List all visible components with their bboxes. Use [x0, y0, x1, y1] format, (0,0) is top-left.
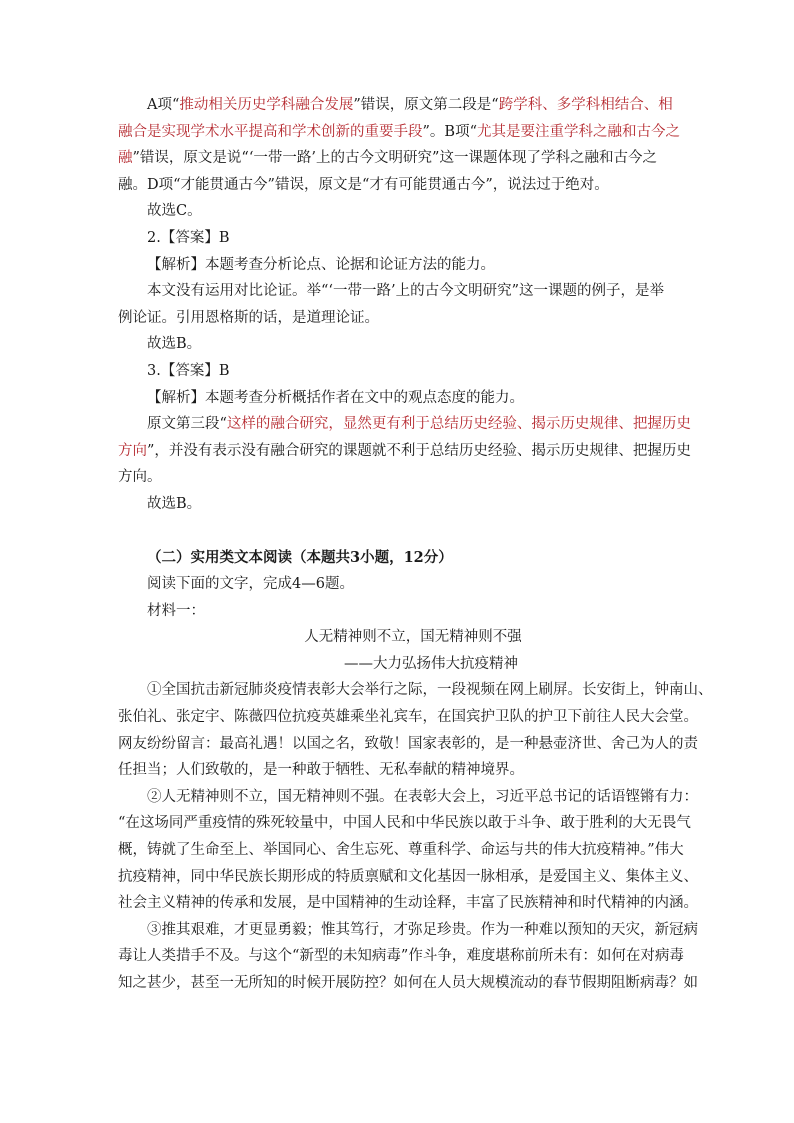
q3-line-3: 方向。: [118, 469, 162, 486]
para3-line-2: 毒让人类措手不及。与这个“新型的未知病毒”作斗争，难度堪称前所未有：如何在对病毒: [118, 948, 684, 965]
text: 原文第三段“: [147, 416, 227, 433]
material-label: 材料一：: [147, 602, 205, 619]
quote-red: 方向: [118, 442, 147, 459]
text: ”，并没有表示没有融合研究的课题就不利于总结历史经验、揭示历史规律、把握历史: [147, 442, 691, 459]
text: ”错误，原文第二段是“: [353, 97, 499, 113]
para3-line-1: ③推其艰难，才更显勇毅；惟其笃行，才弥足珍贵。作为一种难以预知的天灾，新冠病: [147, 921, 698, 938]
q1-line-3: [118, 145, 678, 172]
q3-answer: 3.【答案】B: [147, 362, 230, 379]
text: ”。B项“: [422, 123, 477, 140]
q1-line-1: [118, 92, 678, 119]
article-title: 人无精神则不立，国无精神则不强: [304, 629, 522, 646]
para2-line-5: 社会主义精神的传承和发展，是中国精神的生动诠释，丰富了民族精神和时代精神的内涵。: [118, 895, 698, 912]
para1-line-2: 张伯礼、张定宇、陈薇四位抗疫英雄乘坐礼宾车，在国宾护卫队的护卫下前往人民大会堂。: [118, 709, 698, 726]
q3-analysis: [118, 385, 678, 412]
section-instruction: 阅读下面的文字，完成4—6题。: [147, 576, 354, 593]
quote-red: 跨学科、多学科相结合、相: [498, 97, 673, 113]
q1-line-2: [118, 119, 678, 146]
analysis-label: 【解析】: [147, 256, 205, 273]
para2-line-1: ②人无精神则不立，国无精神则不强。在表彰大会上，习近平总书记的话语铿锵有力：: [147, 788, 698, 805]
quote-red: 尤其是要注重学科之融和古今之: [476, 123, 680, 140]
q2-conclusion: 故选B。: [147, 336, 202, 353]
analysis-text: 本题考查分析论点、论据和论证方法的能力。: [205, 256, 495, 273]
quote-red: 融合是实现学术水平提高和学术创新的重要手段: [118, 123, 423, 140]
q3-line-2: [118, 438, 691, 465]
q2-answer: 2.【答案】B: [147, 229, 230, 246]
document-content: [118, 92, 713, 997]
quote-red: 融: [118, 150, 133, 167]
quote-red: 这样的融合研究，显然更有利于总结历史经验、揭示历史规律、把握历史: [226, 416, 691, 433]
analysis-label: 【解析】: [147, 389, 205, 406]
section-heading: （二）实用类文本阅读（本题共3小题，12分）: [147, 548, 453, 566]
para1-line-4: 任担当；人们致敬的，是一种敢于牺牲、无私奉献的精神境界。: [118, 762, 524, 779]
q3-conclusion: 故选B。: [147, 495, 202, 512]
q2-line-2: 例论证。引用恩格斯的话，是道理论证。: [118, 309, 379, 326]
para1-line-3: 网友纷纷留言：最高礼遇！以国之名，致敬！国家表彰的，是一种悬壶济世、舍己为人的责: [118, 735, 698, 752]
para2-line-4: 抗疫精神，同中华民族长期形成的特质禀赋和文化基因一脉相承，是爱国主义、集体主义、: [118, 868, 698, 885]
text: A项“: [147, 97, 180, 113]
q2-line-1: 本文没有运用对比论证。举“‘一带一路’上的古今文明研究”这一课题的例子，是举: [147, 283, 665, 300]
para3-line-3: 知之甚少，甚至一无所知的时候开展防控？如何在人员大规模流动的春节假期阻断病毒？如: [118, 975, 698, 991]
text: ”错误，原文是说“‘一带一路’上的古今文明研究”这一课题体现了学科之融和古今之: [132, 150, 657, 167]
q1-line-4: 融。D项“才能贯通古今”错误，原文是“才有可能贯通古今”，说法过于绝对。: [118, 176, 609, 193]
para1-line-1: ①全国抗击新冠肺炎疫情表彰大会举行之际，一段视频在网上刷屏。长安街上，钟南山、: [147, 682, 713, 699]
article-subtitle: ——大力弘扬伟大抗疫精神: [344, 655, 518, 672]
para2-line-2: “在这场同严重疫情的殊死较量中，中国人民和中华民族以敢于斗争、敢于胜利的大无畏气: [118, 815, 691, 832]
q1-conclusion: 故选C。: [147, 203, 202, 220]
q3-line-1: [118, 411, 691, 438]
q2-analysis: [118, 252, 678, 279]
para2-line-3: 概，铸就了生命至上、举国同心、舍生忘死、尊重科学、命运与共的伟大抗疫精神。”伟大: [118, 842, 684, 859]
analysis-text: 本题考查分析概括作者在文中的观点态度的能力。: [205, 389, 524, 406]
quote-red: 推动相关历史学科融合发展: [179, 97, 354, 113]
